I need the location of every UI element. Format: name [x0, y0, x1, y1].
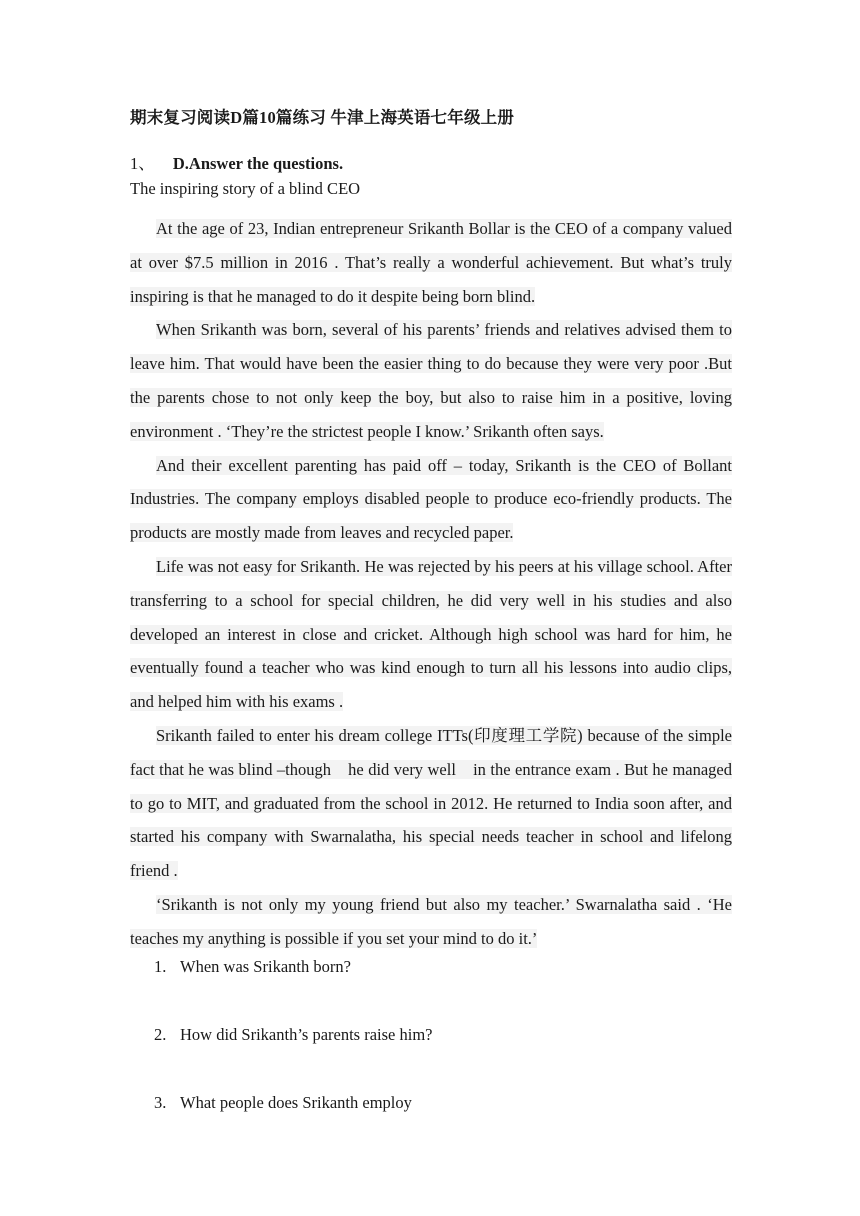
question-number: 1.	[154, 957, 167, 976]
question-number: 3.	[154, 1093, 167, 1112]
question-number: 2.	[154, 1025, 167, 1044]
question-item	[154, 955, 433, 1023]
story-paragraph-2: When Srikanth was born, several of his parents’ friends and relatives advised them to leave him. That would have been the easier thing to do because they were very poor .But the parents chose to not only keep the boy, but also to raise him in a positive, loving environment . ‘They’re the strictest people I know.’ Srikanth often says.	[130, 320, 732, 441]
section-heading-text: D.Answer the questions.	[172, 154, 344, 173]
question-text: When was Srikanth born?	[180, 957, 351, 976]
question-text: How did Srikanth’s parents raise him?	[180, 1025, 433, 1044]
story-paragraph-3: And their excellent parenting has paid off – today, Srikanth is the CEO of Bollant Industries. The company employs disabled people to produce eco-friendly products. The products are mostly made from leaves and recycled paper.	[130, 455, 732, 543]
question-list	[154, 955, 433, 1159]
section-heading	[130, 150, 343, 174]
question-item	[154, 1023, 433, 1091]
story-title: The inspiring story of a blind CEO	[130, 179, 361, 198]
document-title: 期末复习阅读D篇10篇练习 牛津上海英语七年级上册	[130, 108, 515, 127]
story-paragraph-4: Life was not easy for Srikanth. He was rejected by his peers at his village school. After transferring to a school for special children, he did very well in his studies and also developed an interest in close and cricket. Although high school was hard for him, he eventually found a teacher who was kind enough to turn all his lessons into audio clips, and helped him with his exams .	[130, 556, 732, 712]
section-number: 1、	[130, 154, 155, 173]
story-paragraph-5: Srikanth failed to enter his dream college ITTs(印度理工学院) because of the simple fact that he was blind –though he did very well in the entrance exam . But he managed to go to MIT, and graduated from the school in 2012. He returned to India soon after, and started his company with Swarnalatha, his special needs teacher in school and lifelong friend .	[130, 725, 732, 881]
question-item	[154, 1091, 433, 1159]
story-paragraph-1: At the age of 23, Indian entrepreneur Srikanth Bollar is the CEO of a company valued at over $7.5 million in 2016 . That’s really a wonderful achievement. But what’s truly inspiring is that he managed to do it despite being born blind.	[130, 219, 732, 306]
question-text: What people does Srikanth employ	[180, 1093, 412, 1112]
story-body	[130, 212, 732, 956]
story-paragraph-6: ‘Srikanth is not only my young friend but also my teacher.’ Swarnalatha said . ‘He teaches my anything is possible if you set your mind to do it.’	[130, 894, 732, 948]
